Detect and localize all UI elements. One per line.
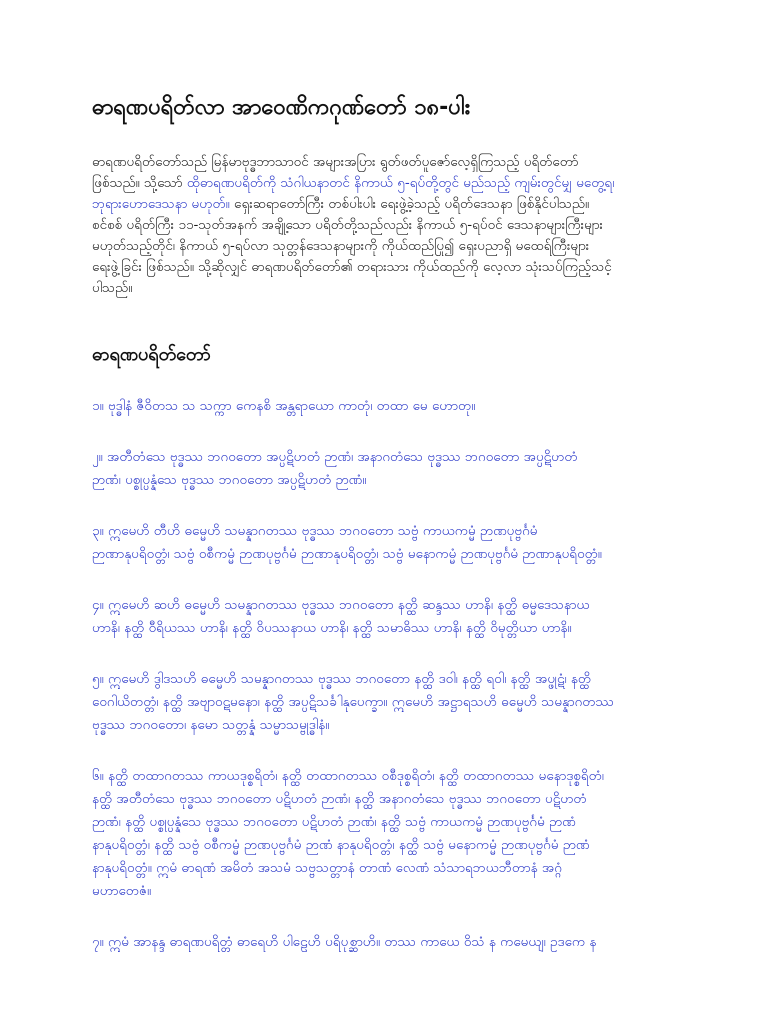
verse-line: ဉာဏံ၊ ပစ္စုပ္ပန္နံသေ ဗုဒ္ဓဿ ဘဂဝတော အပ္ပဋိဟတံ ဉာဏံ။ (92, 472, 367, 488)
intro-line (92, 215, 688, 236)
intro-line (92, 257, 688, 278)
intro-text: စင်စစ် ပရိတ်ကြီး ၁၁-သုတ်အနက် အချို့သော ပရိတ်တို့သည်လည်း နိကာယ် ၅-ရပ်ဝင် ဒေသနာများကြီးများ (92, 217, 603, 233)
verse-line: ဝေဂါယိတတ္တံ၊ နတ္ထိ အဗျာဝဋမနော၊ နတ္ထိ အပ္ပဋိသင်္ခါနုပေက္ခာ။ ဣမေဟိ အဋ္ဌာရသဟိ ဓမ္မေဟိ သမန္နာဂတဿ (92, 694, 615, 710)
verse-line: နာနုပရိဝတ္တံ။ ဣမံ ဓာရဏံ အမိတံ အသမံ သဗ္ဗသတ္တာနံ တာဏံ လေဏံ သံသာရဘယဘီတာနံ အဂ္ဂံ (92, 860, 562, 876)
verse-list (92, 395, 688, 982)
verse-line: ဉာဏံ၊ နတ္ထိ ပစ္စုပ္ပန္နံသေ ဗုဒ္ဓဿ ဘဂဝတော ပဋိဟတံ ဉာဏံ၊ နတ္ထိ သဗ္ဗံ ကာယကမ္မံ ဉာဏပုဗ္ဗင်္ဂမံ ဉာဏံ (92, 814, 576, 830)
document-title: ဓာရဏပရိတ်လာ အာဝေဏိကဂုဏ်တော် ၁၈-ပါး (92, 95, 471, 120)
verse-line: မဟာတေဇံ။ (92, 883, 152, 899)
intro-line (92, 194, 688, 215)
verse-paragraph (92, 931, 688, 954)
verse-paragraph (92, 765, 688, 903)
verse-line: ၆။ နတ္ထိ တထာဂတဿ ကာယဒုစ္စရိတံ၊ နတ္ထိ တထာဂတဿ ဝစီဒုစ္စရိတံ၊ နတ္ထိ တထာဂတဿ မနောဒုစ္စရိတံ၊ (92, 768, 604, 784)
verse-line: ဉာဏာနုပရိဝတ္တံ၊ သဗ္ဗံ ဝစီကမ္မံ ဉာဏပုဗ္ဗင်္ဂမံ ဉာဏာနုပရိဝတ္တံ၊ သဗ္ဗံ မနောကမ္မံ ဉာဏပုဗ္ဗင်္ဂမံ ဉာဏာနုပရိဝတ္တံ။ (92, 546, 602, 562)
intro-line (92, 152, 688, 173)
intro-text: မဟုတ်သည့်တိုင်၊ နိကာယ် ၅-ရပ်လာ သုတ္တန်ဒေသနာများကို ကိုယ်ထည်ပြု၍ ရှေးပညာရှိ မထေရ်ကြီးများ (92, 238, 590, 254)
intro-text: ဓာရဏပရိတ်တော်သည် မြန်မာဗုဒ္ဓဘာသာဝင် အများအပြား ရွတ်ဖတ်ပူဇော်လေ့ရှိကြသည့် ပရိတ်တော် (92, 154, 579, 170)
verse-paragraph (92, 395, 688, 418)
verse-line: ဟာနိ၊ နတ္ထိ ဝီရိယဿ ဟာနိ၊ နတ္ထိ ဝိပဿနာယ ဟာနိ၊ နတ္ထိ သမာဓိဿ ဟာနိ၊ နတ္ထိ ဝိမုတ္တိယာ ဟာနိ။ (92, 620, 572, 636)
intro-paragraph (92, 152, 688, 299)
verse-paragraph (92, 520, 688, 566)
verse-line: ၅။ ဣမေဟိ ဒွါဒသဟိ ဓမ္မေဟိ သမန္နာဂတဿ ဗုဒ္ဓဿ ဘဂဝတော နတ္ထိ ဒဝါ၊ နတ္ထိ ရဝါ၊ နတ္ထိ အပ္ဖုဋံ၊ နတ္ထိ (92, 671, 592, 687)
intro-text: ရှေးဆရာတော်ကြီး တစ်ပါးပါး ရေးဖွဲ့ခဲ့သည့် ပရိတ်ဒေသနာ ဖြစ်နိုင်ပါသည်။ (229, 196, 590, 212)
intro-text: ရေးဖွဲ့ခြင်း ဖြစ်သည်။ သို့ဆိုလျှင် ဓာရဏပရိတ်တော်၏ တရားသား ကိုယ်ထည်ကို လေ့လာ သုံးသပ်ကြည့်သင့် (92, 259, 612, 275)
intro-text: ဖြစ်သည်။ သို့သော် (92, 175, 187, 191)
intro-text-highlight: ထိုဓာရဏပရိတ်ကို သံဂါယနာတင် နိကာယ် ၅-ရပ်တို့တွင် မည်သည့် ကျမ်းတွင်မျှ မတွေ့ရ၊ (186, 175, 615, 191)
verse-line: ၁။ ဗုဒ္ဓါနံ ဇီဝိတသ သ သက္ကာ ကေနစိ အန္တရာယော ကာတုံ၊ တထာ မေ ဟောတု။ (92, 398, 476, 414)
intro-text-highlight: ဘုရားဟောဒေသနာ မဟုတ်။ (92, 196, 230, 212)
intro-line (92, 173, 688, 194)
verse-paragraph (92, 446, 688, 492)
intro-line (92, 278, 688, 299)
intro-text: ပါသည်။ (92, 280, 133, 296)
verse-paragraph (92, 668, 688, 737)
verse-line: ၇။ ဣမံ အာနန္ဒ ဓာရဏပရိတ္တံ ဓာရေဟိ ပါဠေဟိ ပရိပုစ္ဆာဟိ။ တဿ ကာယေ ဝိသံ န ကမေယျ၊ ဥဒကေ န (92, 934, 597, 950)
verse-line: နာနုပရိဝတ္တံ၊ နတ္ထိ သဗ္ဗံ ဝစီကမ္မံ ဉာဏပုဗ္ဗင်္ဂမံ ဉာဏံ နာနုပရိဝတ္တံ၊ နတ္ထိ သဗ္ဗံ မနောကမ္မံ ဉာဏပုဗ္ဗင်္ဂမံ ဉာဏံ (92, 837, 590, 853)
verse-line: ၄။ ဣမေဟိ ဆဟိ ဓမ္မေဟိ သမန္နာဂတဿ ဗုဒ္ဓဿ ဘဂဝတော နတ္ထိ ဆန္ဒဿ ဟာနိ၊ နတ္ထိ ဓမ္မဒေသနာယ (92, 597, 590, 613)
verse-line: ၂။ အတီတံသေ ဗုဒ္ဓဿ ဘဂဝတော အပ္ပဋိဟတံ ဉာဏံ၊ အနာဂတံသေ ဗုဒ္ဓဿ ဘဂဝတော အပ္ပဋိဟတံ (92, 449, 578, 465)
section-heading: ဓာရဏပရိတ်တော် (92, 344, 211, 365)
verse-paragraph (92, 594, 688, 640)
verse-line: ၃။ ဣမေဟိ တီဟိ ဓမ္မေဟိ သမန္နာဂတဿ ဗုဒ္ဓဿ ဘဂဝတော သဗ္ဗံ ကာယကမ္မံ ဉာဏပုဗ္ဗင်္ဂမံ (92, 523, 538, 539)
verse-line: နတ္ထိ အတီတံသေ ဗုဒ္ဓဿ ဘဂဝတော ပဋိဟတံ ဉာဏံ၊ နတ္ထိ အနာဂတံသေ ဗုဒ္ဓဿ ဘဂဝတော ပဋိဟတံ (92, 791, 587, 807)
intro-line (92, 236, 688, 257)
verse-line: ဗုဒ္ဓဿ ဘဂဝတော၊ နမော သတ္တန္နံ သမ္မာသမ္ဗုဒ္ဓါနံ။ (92, 717, 330, 733)
